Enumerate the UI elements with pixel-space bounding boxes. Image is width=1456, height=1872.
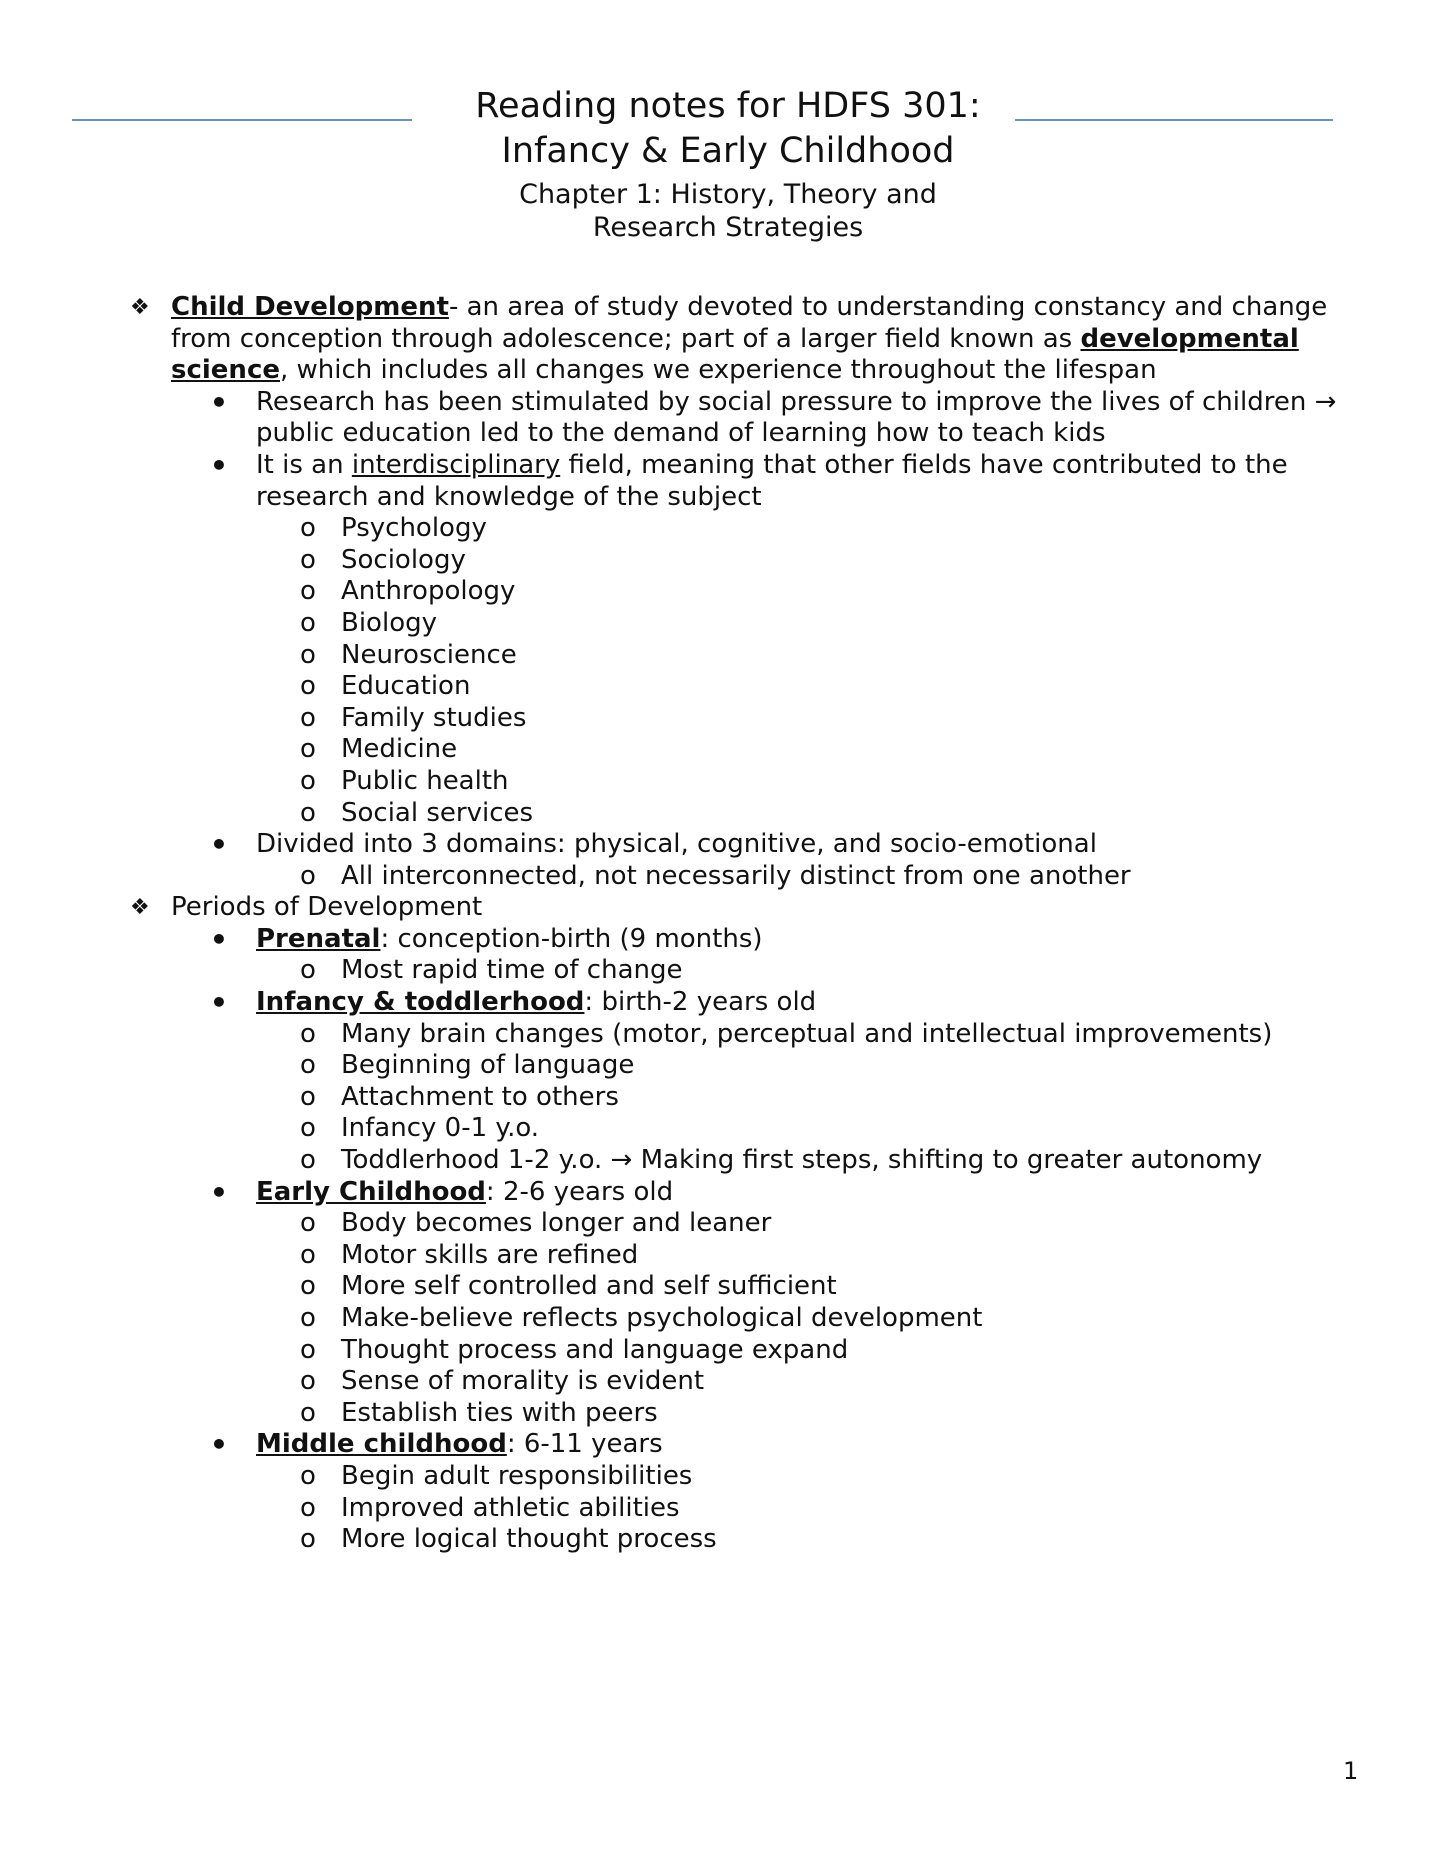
bullet-icon: •: [210, 922, 228, 956]
list-item: [0, 608, 1456, 640]
list-item: [0, 545, 1456, 577]
list-item: [0, 1271, 1456, 1303]
child-development-line-2: [0, 324, 1456, 356]
list-item: [0, 1398, 1456, 1430]
text-span: Sociology: [341, 544, 466, 575]
text-span: Neuroscience: [341, 639, 517, 670]
middle-childhood-bullet: [0, 1429, 1456, 1461]
list-item: [0, 1524, 1456, 1556]
text-span: : conception-birth (9 months): [380, 923, 763, 954]
list-item: [0, 1366, 1456, 1398]
chapter-title: [0, 178, 1456, 244]
text-span: field, meaning that other fields have contributed to the: [560, 449, 1288, 480]
text-span: public education led to the demand of learning how to teach kids: [256, 418, 1106, 449]
term-prenatal: Prenatal: [256, 923, 381, 954]
periods-of-development-item: [0, 892, 1456, 924]
right-arrow-icon: →: [1314, 386, 1337, 417]
text-span: More logical thought process: [341, 1524, 717, 1555]
bullet-icon: •: [210, 1428, 228, 1462]
list-item: [0, 766, 1456, 798]
circle-bullet-icon: o: [300, 1271, 316, 1302]
circle-bullet-icon: o: [300, 1208, 316, 1239]
list-item: [0, 1493, 1456, 1525]
title-line-1: Reading notes for HDFS 301:: [475, 86, 981, 126]
list-item: [0, 1303, 1456, 1335]
list-item: [0, 1145, 1456, 1177]
bullet-icon: •: [210, 986, 228, 1020]
circle-bullet-icon: o: [300, 671, 316, 702]
text-span: Thought process and language expand: [341, 1334, 849, 1365]
text-span: research and knowledge of the subject: [256, 481, 762, 512]
term-interdisciplinary: interdisciplinary: [351, 449, 561, 480]
list-item: [0, 1082, 1456, 1114]
prenatal-bullet: [0, 924, 1456, 956]
circle-bullet-icon: o: [300, 765, 316, 796]
term-middle-childhood: Middle childhood: [256, 1429, 507, 1460]
term-child-development: Child Development: [171, 292, 449, 322]
circle-bullet-icon: o: [300, 544, 316, 575]
circle-bullet-icon: o: [300, 1397, 316, 1428]
text-span: Beginning of language: [341, 1050, 635, 1081]
text-span: Many brain changes (motor, perceptual and intellectual improvements): [341, 1018, 1273, 1049]
text-span: from conception through adolescence; part of a larger field known as: [171, 323, 1081, 354]
text-span: More self controlled and self sufficient: [341, 1271, 837, 1302]
text-span: : birth-2 years old: [584, 987, 817, 1018]
right-arrow-icon: →: [610, 1145, 633, 1176]
list-item: [0, 1461, 1456, 1493]
list-item: [0, 640, 1456, 672]
bullet-icon: •: [210, 385, 228, 419]
circle-bullet-icon: o: [300, 1113, 316, 1144]
research-bullet-line-2: [0, 418, 1456, 450]
bullet-icon: •: [210, 1175, 228, 1209]
circle-bullet-icon: o: [300, 860, 316, 891]
term-early-childhood: Early Childhood: [256, 1176, 486, 1207]
chapter-line-1: Chapter 1: History, Theory and: [519, 179, 937, 210]
research-bullet: [0, 387, 1456, 419]
text-span: Attachment to others: [341, 1081, 619, 1112]
notes-body: [0, 292, 1456, 1556]
early-childhood-bullet: [0, 1177, 1456, 1209]
term-developmental: developmental: [1080, 323, 1299, 354]
list-item: [0, 703, 1456, 735]
text-span: Motor skills are refined: [341, 1239, 639, 1270]
term-science: science: [171, 355, 280, 386]
list-item: [0, 513, 1456, 545]
text-span: Biology: [341, 607, 437, 638]
list-item: [0, 955, 1456, 987]
text-span: Most rapid time of change: [341, 955, 683, 986]
circle-bullet-icon: o: [300, 702, 316, 733]
list-item: [0, 1240, 1456, 1272]
text-span: Medicine: [341, 734, 458, 765]
title-line-2: Infancy & Early Childhood: [501, 131, 955, 171]
text-span: Establish ties with peers: [341, 1397, 658, 1428]
circle-bullet-icon: o: [300, 797, 316, 828]
list-item: [0, 671, 1456, 703]
circle-bullet-icon: o: [300, 1145, 316, 1176]
circle-bullet-icon: o: [300, 639, 316, 670]
circle-bullet-icon: o: [300, 1081, 316, 1112]
list-item: [0, 1019, 1456, 1051]
circle-bullet-icon: o: [300, 1492, 316, 1523]
text-span: Begin adult responsibilities: [341, 1460, 693, 1491]
text-span: Research has been stimulated by social pressure to improve the lives of children: [256, 386, 1307, 417]
circle-bullet-icon: o: [300, 955, 316, 986]
circle-bullet-icon: o: [300, 1239, 316, 1270]
bullet-icon: •: [210, 828, 228, 862]
text-span: Sense of morality is evident: [341, 1366, 705, 1397]
text-span: Toddlerhood 1-2 y.o.: [341, 1145, 611, 1176]
circle-bullet-icon: o: [300, 1334, 316, 1365]
circle-bullet-icon: o: [300, 607, 316, 638]
text-span: , which includes all changes we experience throughout the lifespan: [280, 355, 1157, 386]
text-span: Education: [341, 671, 471, 702]
child-development-line-3: [0, 355, 1456, 387]
circle-bullet-icon: o: [300, 1460, 316, 1491]
chapter-line-2: Research Strategies: [592, 212, 864, 243]
circle-bullet-icon: o: [300, 576, 316, 607]
text-span: Periods of Development: [171, 892, 483, 923]
list-item: [0, 576, 1456, 608]
list-item: [0, 1208, 1456, 1240]
list-item: [0, 798, 1456, 830]
infancy-bullet: [0, 987, 1456, 1019]
circle-bullet-icon: o: [300, 1050, 316, 1081]
child-development-item: [0, 292, 1456, 324]
list-item: [0, 734, 1456, 766]
circle-bullet-icon: o: [300, 1303, 316, 1333]
document-header: [0, 84, 1456, 244]
diamond-bullet-icon: ❖: [130, 295, 150, 320]
document-title: [0, 84, 1456, 174]
bullet-icon: •: [210, 448, 228, 482]
text-span: Anthropology: [341, 576, 516, 607]
circle-bullet-icon: o: [300, 734, 316, 765]
text-span: Infancy 0-1 y.o.: [341, 1113, 540, 1144]
term-infancy-toddlerhood: Infancy & toddlerhood: [256, 987, 585, 1018]
interdisciplinary-bullet-line-2: [0, 482, 1456, 514]
text-span: Body becomes longer and leaner: [341, 1208, 772, 1239]
child-development-definition: - an area of study devoted to understanding constancy and change: [448, 292, 1328, 322]
text-span: Improved athletic abilities: [341, 1492, 680, 1523]
text-span: Divided into 3 domains: physical, cognitive, and socio-emotional: [256, 829, 1097, 860]
domains-bullet: [0, 829, 1456, 861]
circle-bullet-icon: o: [300, 1018, 316, 1049]
list-item: [0, 861, 1456, 893]
list-item: [0, 1335, 1456, 1367]
text-span: Social services: [341, 797, 534, 828]
text-span: : 2-6 years old: [485, 1176, 674, 1207]
text-span: Psychology: [341, 513, 487, 544]
text-span: Making first steps, shifting to greater autonomy: [632, 1145, 1263, 1176]
text-span: Make-believe reflects psychological development: [341, 1303, 983, 1333]
list-item: [0, 1050, 1456, 1082]
text-span: Family studies: [341, 702, 527, 733]
interdisciplinary-bullet: [0, 450, 1456, 482]
text-span: It is an: [256, 449, 352, 480]
text-span: : 6-11 years: [506, 1429, 663, 1460]
circle-bullet-icon: o: [300, 1524, 316, 1555]
list-item: [0, 1113, 1456, 1145]
page-number: 1: [1343, 1757, 1359, 1785]
diamond-bullet-icon: ❖: [130, 895, 150, 921]
circle-bullet-icon: o: [300, 513, 316, 544]
text-span: Public health: [341, 765, 509, 796]
circle-bullet-icon: o: [300, 1366, 316, 1397]
text-span: All interconnected, not necessarily distinct from one another: [341, 860, 1131, 891]
